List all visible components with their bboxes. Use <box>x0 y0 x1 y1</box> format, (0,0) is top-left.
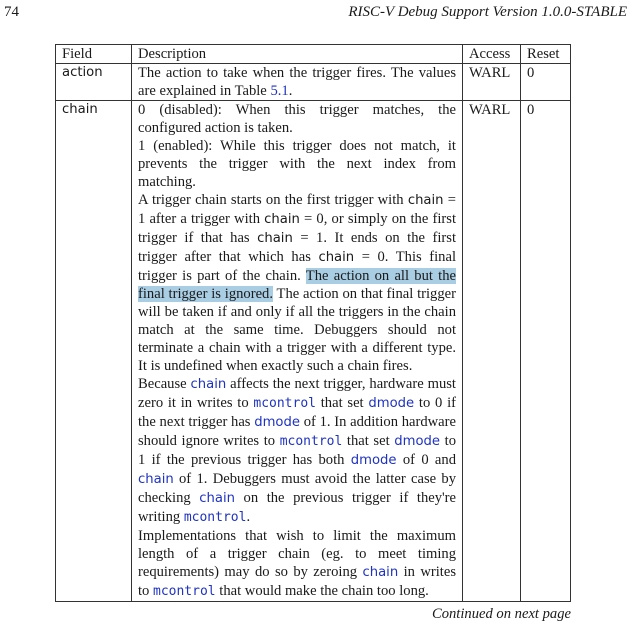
field-description <box>132 101 463 602</box>
field-name: action <box>56 64 132 101</box>
desc-paragraph: Because chain affects the next trigger, hardware must zero it in writes to mcontrol that set dmode to 0 if the next trigger has dmode of 1. In addition hardware should ignore writes to mcontrol that set dmode to 1 if the previous trigger has both dmode of 0 and chain of 1. Debuggers must avoid the latter case by checking chain on the previous trigger if they're writing mcontrol. <box>138 376 456 525</box>
field-description: The action to take when the trigger fires. The values are explained in Table 5.1. <box>132 64 463 101</box>
field-access: WARL <box>463 101 521 602</box>
continued-note: Continued on next page <box>431 606 571 622</box>
desc-paragraph: 1 (enabled): While this trigger does not match, it prevents the trigger with the next index from matching. <box>138 138 456 190</box>
highlighted-text: The action on all but the final trigger is ignored. <box>138 268 457 302</box>
table-row <box>56 101 571 602</box>
field-reset: 0 <box>521 64 571 101</box>
field-link[interactable]: chain <box>199 491 235 506</box>
field-name: chain <box>56 101 132 602</box>
register-link[interactable]: mcontrol <box>183 510 247 525</box>
field-link[interactable]: dmode <box>350 453 397 468</box>
table-row <box>56 64 571 101</box>
field-access: WARL <box>463 64 521 101</box>
field-reset: 0 <box>521 101 571 602</box>
desc-paragraph: Implementations that wish to limit the maximum length of a trigger chain (eg. to meet timing requirements) may do so by zeroing chain in writes to mcontrol that would make the chain too long. <box>138 528 456 599</box>
column-header-description: Description <box>132 45 463 64</box>
register-field-table <box>55 44 571 602</box>
field-link[interactable]: dmode <box>254 415 300 430</box>
desc-paragraph: A trigger chain starts on the first trigger with chain = 1 after a trigger with chain = 0, or simply on the first trigger if that has chain = 1. It ends on the first trigger after that which has chain = 0. This final trigger is part of the chain. The action on all but the final trigger is ignored. The action on that final trigger will be taken if and only if all the triggers in the chain match at the same time. Debuggers should not terminate a chain with a trigger with a different type. It is undefined when exactly such a chain fires. <box>138 192 457 374</box>
register-link[interactable]: mcontrol <box>153 584 216 599</box>
field-link[interactable]: dmode <box>368 396 415 411</box>
field-link[interactable]: chain <box>190 377 227 392</box>
page-number: 74 <box>4 4 19 20</box>
register-link[interactable]: mcontrol <box>279 434 343 449</box>
column-header-reset: Reset <box>521 45 571 64</box>
table-header-row <box>56 45 571 64</box>
field-link[interactable]: chain <box>362 565 399 580</box>
running-header: RISC-V Debug Support Version 1.0.0-STABLE <box>348 4 627 20</box>
table-reference-link[interactable]: 5.1 <box>270 83 289 99</box>
field-link[interactable]: chain <box>138 472 174 487</box>
column-header-access: Access <box>463 45 521 64</box>
register-link[interactable]: mcontrol <box>253 396 316 411</box>
column-header-field: Field <box>56 45 132 64</box>
field-link[interactable]: dmode <box>394 434 441 449</box>
desc-paragraph: 0 (disabled): When this trigger matches, the configured action is taken. <box>138 102 456 136</box>
